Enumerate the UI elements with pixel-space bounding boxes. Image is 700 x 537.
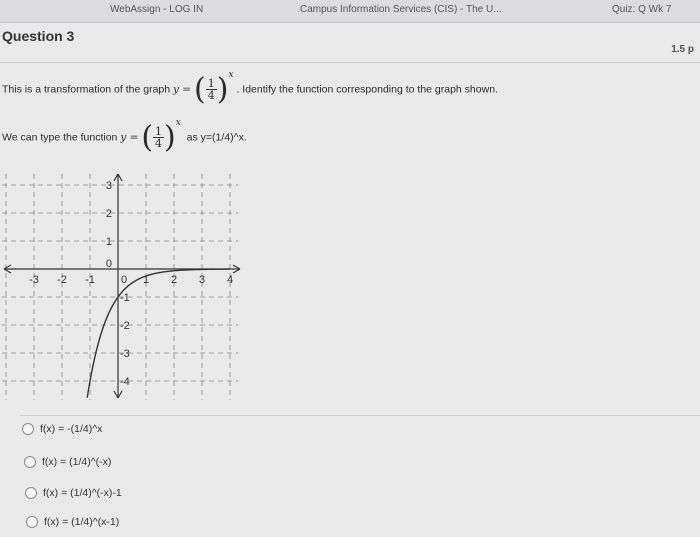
paren-close: ) <box>216 72 229 107</box>
hint-suffix: as y=(1/4)^x. <box>186 131 247 144</box>
formula-lhs: y = <box>173 83 192 96</box>
x-tick-label: -3 <box>29 274 39 286</box>
answer-option[interactable] <box>25 487 122 499</box>
question-hint <box>2 120 682 160</box>
radio-button[interactable] <box>25 487 37 499</box>
hint-prefix: We can type the function <box>2 131 118 144</box>
x-tick-label: 1 <box>142 274 150 286</box>
y-tick-label: 3 <box>105 180 112 192</box>
radio-button[interactable] <box>24 456 36 468</box>
y-tick-label: -3 <box>120 348 130 360</box>
y-tick-label: -4 <box>120 376 130 388</box>
prompt-suffix: . Identify the function corresponding to the graph shown. <box>236 83 498 96</box>
hint-fraction-denominator: 4 <box>155 137 163 150</box>
question-title: Question 3 <box>2 28 75 44</box>
hint-fraction-numerator: 1 <box>155 125 163 138</box>
x-tick-label: 2 <box>170 274 178 286</box>
option-label: f(x) = (1/4)^(-x)-1 <box>43 487 122 500</box>
y-tick-label: -1 <box>120 292 130 304</box>
formula-fraction <box>206 78 217 101</box>
option-label: f(x) = (1/4)^(x-1) <box>44 516 120 529</box>
fraction-numerator: 1 <box>207 77 215 90</box>
y-tick-label: 2 <box>105 208 112 220</box>
option-label: f(x) = (1/4)^(-x) <box>42 456 112 469</box>
answer-option[interactable] <box>22 423 102 435</box>
hint-paren-close: ) <box>164 120 176 155</box>
radio-button[interactable] <box>22 423 34 435</box>
x-tick-label: 4 <box>226 274 234 286</box>
option-label: f(x) = -(1/4)^x <box>40 423 103 436</box>
function-curve <box>87 269 230 398</box>
hint-formula-exponent: x <box>175 118 181 128</box>
tab-webassign-login[interactable]: WebAssign - LOG IN <box>110 4 204 15</box>
points-value: 1.5 p <box>671 44 694 55</box>
paren-open: ( <box>194 72 206 107</box>
y-tick-label: 1 <box>105 236 112 248</box>
question-header <box>0 22 700 63</box>
y-tick-label: 0 <box>105 258 112 270</box>
question-prompt <box>2 72 682 112</box>
tab-campus-info[interactable]: Campus Information Services (CIS) - The U... <box>300 4 502 15</box>
formula-exponent: x <box>228 70 234 80</box>
x-tick-label: -1 <box>85 274 95 286</box>
x-tick-label: 0 <box>120 274 128 286</box>
function-graph <box>0 168 245 406</box>
hint-formula-fraction <box>153 126 164 149</box>
y-tick-label: -2 <box>120 320 130 332</box>
browser-tab-bar <box>0 0 700 23</box>
x-tick-label: -2 <box>57 274 67 286</box>
tab-quiz[interactable]: Quiz: Q Wk 7 <box>612 4 672 15</box>
answer-option[interactable] <box>26 516 119 528</box>
hint-paren-open: ( <box>141 120 154 155</box>
x-tick-label: 3 <box>198 274 206 286</box>
prompt-prefix: This is a transformation of the graph <box>2 83 171 96</box>
radio-button[interactable] <box>26 516 38 528</box>
fraction-denominator: 4 <box>207 89 215 102</box>
answer-option[interactable] <box>24 456 111 468</box>
options-divider <box>20 415 700 416</box>
hint-formula-lhs: y = <box>120 131 139 144</box>
